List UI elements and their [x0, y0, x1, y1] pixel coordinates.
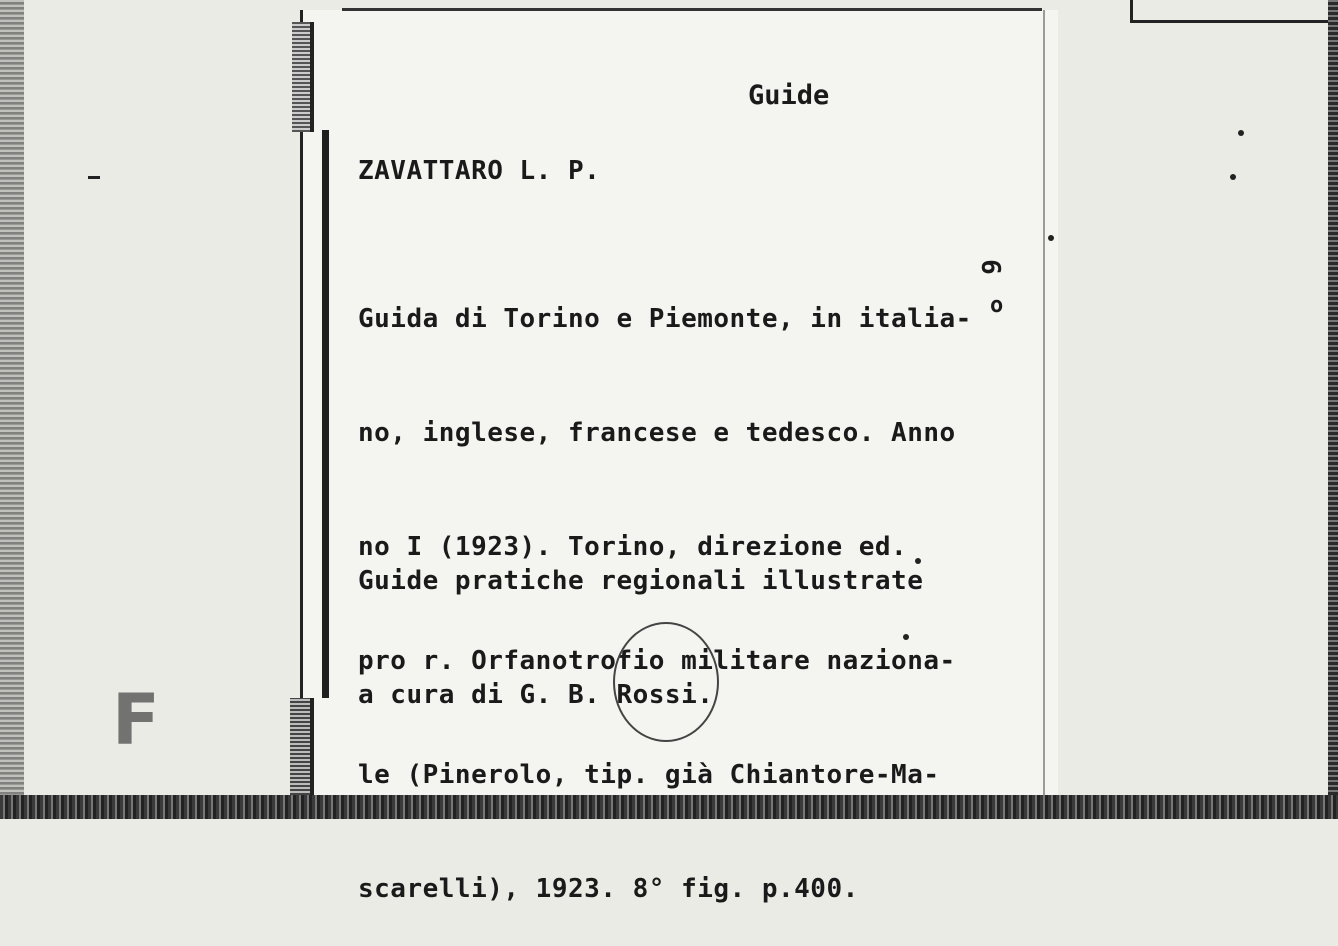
title-line: scarelli), 1923. 8° fig. p.400.	[358, 874, 859, 904]
series-line: a cura di G. B. Rossi.	[358, 680, 714, 710]
speck	[1048, 235, 1054, 241]
speck	[1230, 174, 1236, 180]
speck	[88, 176, 100, 179]
title-line: pro r. Orfanotrofio militare naziona-	[358, 646, 956, 676]
speck	[903, 634, 909, 640]
card-notch-bottom	[290, 698, 314, 795]
scan-left-border	[0, 0, 24, 819]
title-line: Guida di Torino e Piemonte, in italia-	[358, 304, 972, 334]
card-top-edge	[342, 8, 1042, 11]
title-line: no, inglese, francese e tedesco. Anno	[358, 418, 956, 448]
card-heading: Guide	[748, 80, 830, 111]
scan-right-border	[1328, 0, 1338, 795]
letter-stamp: F	[112, 679, 160, 761]
speck	[1238, 130, 1244, 136]
author-line: ZAVATTARO L. P.	[358, 156, 601, 186]
series-line: Guide pratiche regionali illustrate	[358, 566, 924, 596]
card-right-edge	[1043, 10, 1045, 795]
title-line: no I (1923). Torino, direzione ed.	[358, 532, 908, 562]
card-notch-top	[292, 22, 314, 132]
handwritten-margin-mark-small: o	[990, 293, 1004, 318]
card-tab-edge	[322, 130, 329, 698]
punch-hole	[613, 622, 719, 742]
title-line: le (Pinerolo, tip. già Chiantore-Ma-	[358, 760, 940, 790]
adjacent-card-corner	[1130, 0, 1338, 23]
handwritten-margin-mark: 6	[974, 259, 1005, 275]
speck	[915, 558, 921, 564]
